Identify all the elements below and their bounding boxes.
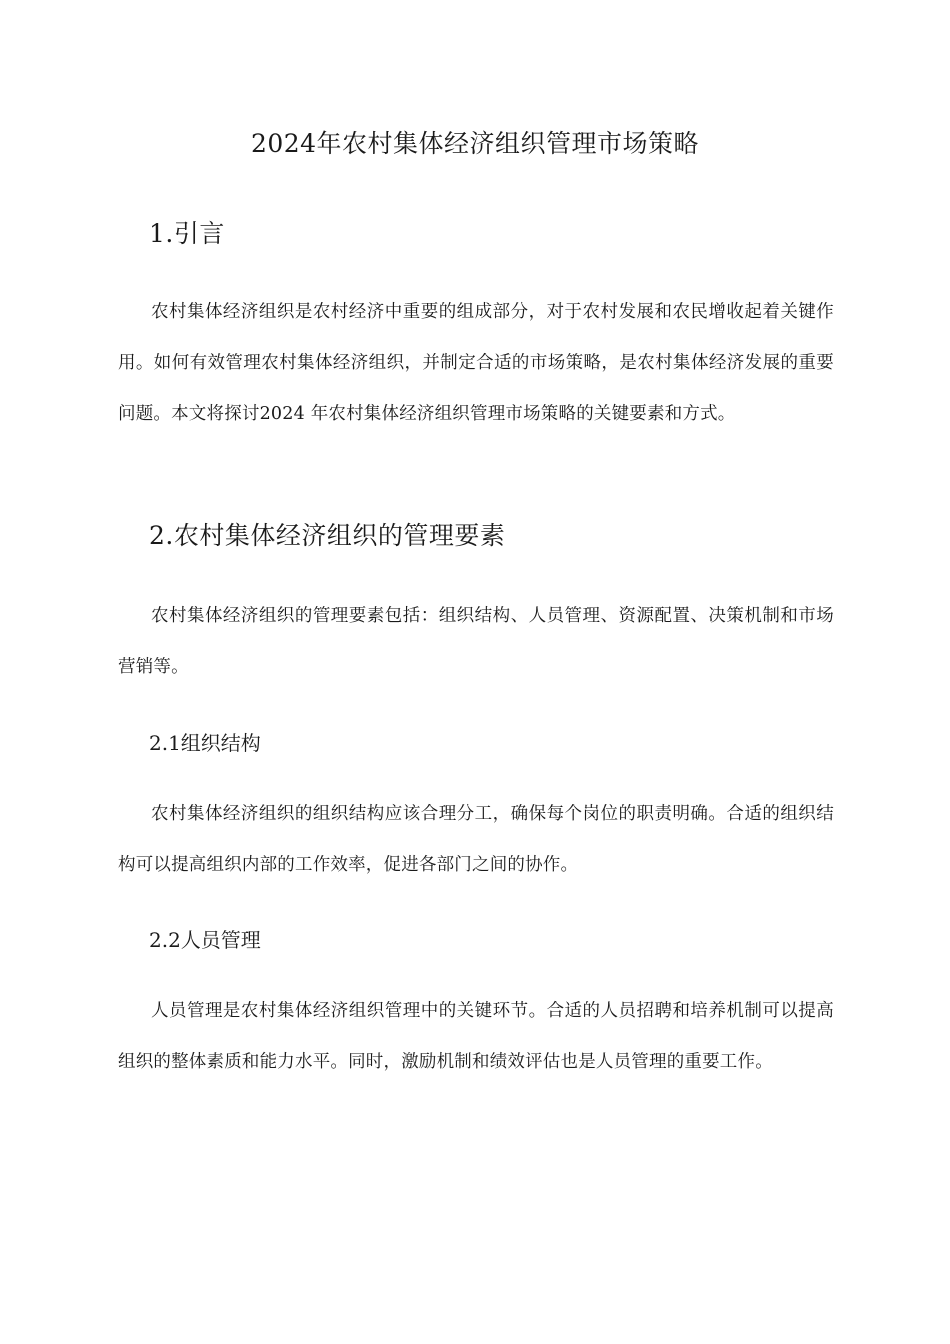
subsection-heading-personnel-management: 2.2人员管理 bbox=[149, 928, 261, 952]
section-paragraph-introduction: 农村集体经济组织是农村经济中重要的组成部分，对于农村发展和农民增收起着关键作用。如何有效管理农村集体经济组织，并制定合适的市场策略，是农村集体经济发展的重要问题。本文将探讨2024 年农村集体经济组织管理市场策略的关键要素和方式。 bbox=[118, 302, 834, 424]
subsection-heading-organization-structure: 2.1组织结构 bbox=[149, 731, 261, 755]
subsection-paragraph-organization-structure: 农村集体经济组织的组织结构应该合理分工，确保每个岗位的职责明确。合适的组织结构可以提高组织内部的工作效率，促进各部门之间的协作。 bbox=[118, 804, 834, 875]
document-title: 2024年农村集体经济组织管理市场策略 bbox=[250, 129, 700, 158]
section-heading-introduction: 1.引言 bbox=[149, 219, 225, 248]
section-paragraph-management-elements: 农村集体经济组织的管理要素包括：组织结构、人员管理、资源配置、决策机制和市场营销等。 bbox=[118, 606, 834, 677]
subsection-paragraph-personnel-management: 人员管理是农村集体经济组织管理中的关键环节。合适的人员招聘和培养机制可以提高组织的整体素质和能力水平。同时，激励机制和绩效评估也是人员管理的重要工作。 bbox=[118, 1001, 834, 1072]
section-heading-management-elements: 2.农村集体经济组织的管理要素 bbox=[149, 521, 506, 550]
